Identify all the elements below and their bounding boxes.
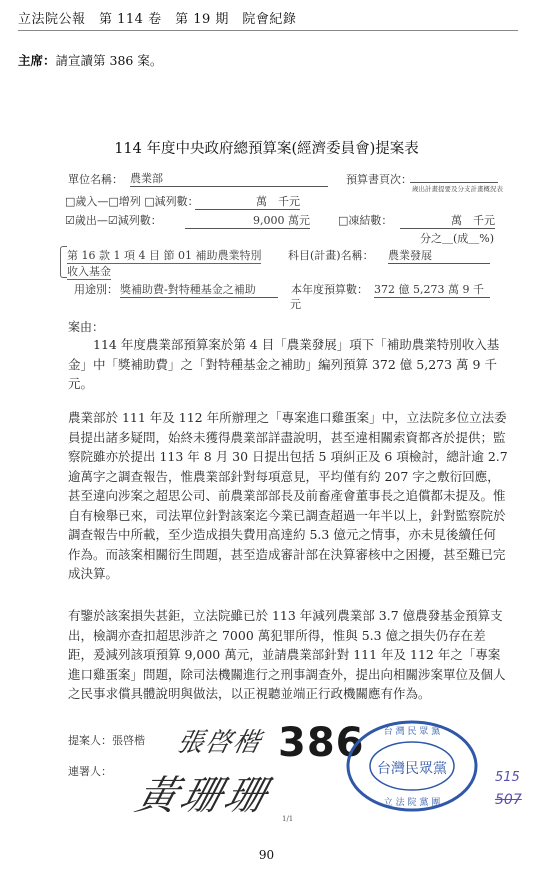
svg-text:台 灣 民 眾 黨: 台 灣 民 眾 黨	[383, 727, 441, 737]
reason-paragraph-1: 114 年度農業部預算案於第 4 目「農業發展」項下「補助農業特別收入基金」中「獎補助費」之「對特種基金之補助」編列預算 372 億 5,273 萬 9 千元。	[68, 337, 500, 391]
budget-value: 372 億 5,273 萬 9 千	[374, 281, 490, 298]
page-ref-note: 歲出計畫提要及分支計畫概況表	[412, 185, 503, 193]
freeze-label: □凍結數：	[338, 214, 393, 227]
chair-speaker: 主席：	[18, 53, 56, 68]
item-line-1: 第 16 款 1 項 4 目 節 01 補助農業特別	[67, 249, 262, 262]
revenue-row-label: □歲入—□增列 □減列數：	[65, 195, 199, 208]
item-bracket	[60, 246, 67, 278]
subject-value: 農業發展	[388, 247, 490, 264]
cosigner-label: 連署人：	[68, 765, 112, 778]
reason-label: 案由：	[68, 320, 105, 334]
budget-label: 本年度預算數：	[291, 283, 368, 296]
side-number-1: 515	[495, 770, 520, 785]
header-divider	[18, 30, 518, 31]
page-number: 90	[258, 848, 275, 862]
handwritten-case-number: 386	[278, 720, 365, 766]
subject-label: 科目(計畫)名稱：	[288, 249, 374, 262]
unit-value: 農業部	[130, 170, 328, 187]
page-ref-label: 預算書頁次：	[346, 173, 412, 186]
side-number-2: 507	[495, 792, 522, 808]
inner-page-ref: 1/1	[282, 815, 294, 823]
unit-label: 單位名稱：	[68, 173, 123, 186]
publication-header: 立法院公報 第 114 卷 第 19 期 院會紀錄	[18, 12, 297, 27]
revenue-row-amount: 萬 千元	[195, 193, 300, 210]
budget-unit: 元	[290, 298, 301, 311]
expenditure-row-amount: 9,000 萬元	[185, 212, 310, 229]
cosigner-signature: 黃珊珊	[130, 773, 276, 819]
svg-text:立 法 院 黨 團: 立 法 院 黨 團	[383, 798, 441, 808]
party-stamp	[344, 718, 480, 814]
document-title: 114 年度中央政府總預算案(經濟委員會)提案表	[114, 141, 419, 157]
proposer-signature: 張啓楷	[174, 728, 265, 758]
svg-text:台灣民眾黨: 台灣民眾黨	[377, 761, 447, 777]
use-value: 獎補助費-對特種基金之補助	[120, 281, 278, 298]
chair-text: 請宣讀第 386 案。	[55, 53, 163, 68]
proposer-label: 提案人：張啓楷	[68, 734, 145, 747]
chair-line	[18, 51, 162, 69]
fraction-field: 分之＿(成＿%)	[420, 232, 495, 245]
item-line-2: 收入基金	[67, 265, 111, 278]
reason-paragraph-3: 有鑒於該案損失甚鉅，立法院雖已於 113 年減列農業部 3.7 億農發基金預算支出，檢調亦查扣超思涉許之 7000 萬犯罪所得，惟與 5.3 億之損失仍存在差距，爰減列該項預算 9,000 萬元，並請農業部針對 111 年及 112 年之「專案進口雞蛋案」問題，除司法機關進行之刑事調查外，提出向相關涉案單位及個人之民事求償具體說明與做法，以正視聽並端正行政機關應有作為。	[68, 608, 506, 701]
use-label: 用途別：	[74, 283, 118, 296]
freeze-amount: 萬 千元	[400, 212, 495, 229]
expenditure-row-label: ☑歲出—☑減列數：	[65, 214, 162, 227]
page-ref-blank	[410, 171, 498, 183]
party-stamp-svg	[344, 718, 480, 814]
reason-paragraph-2: 農業部於 111 年及 112 年所辦理之「專案進口雞蛋案」中，立法院多位立法委員提出諸多疑問，始終未獲得農業部詳盡說明，甚至違相關索資都吝於提供；監察院雖亦於提出 113 年 8 月 30 日提出包括 5 項糾正及 6 項檢討，總計逾 2.7 逾萬字之調查報告，惟農業部針對每項意見，平均僅有約 207 字之敷衍回應，甚至違向涉案之超思公司、前農業部部長及前畜產會董事長之追償都未提及。惟自有檢舉已來，司法單位針對該案迄今業已調查超過一年半以上，針對監察院於調查報告中所載，至少造成損失費用高達約 5.3 億元之情事，亦未見後續任何作為。而該案相關衍生問題，甚至造成審計部在決算審核中之困擾，甚至難已完成決算。	[68, 410, 508, 581]
